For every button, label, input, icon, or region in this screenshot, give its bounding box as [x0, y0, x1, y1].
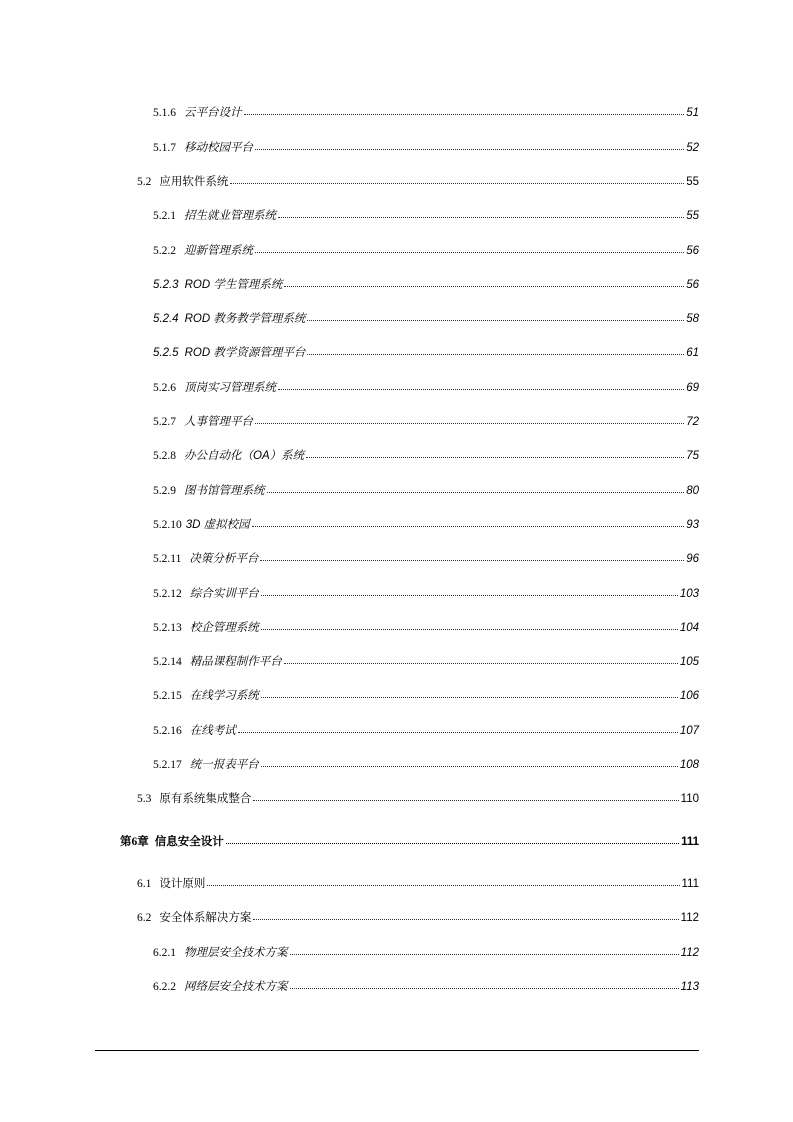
toc-entry-number: 第6章	[120, 836, 149, 848]
toc-entry-number: 6.1	[137, 878, 152, 890]
toc-entry-title: 统一报表平台	[189, 759, 259, 771]
dot-leader	[267, 484, 685, 494]
toc-entry-page: 108	[679, 759, 699, 771]
toc-entry-number: 5.2.7	[153, 416, 176, 428]
toc-entry-page: 112	[680, 912, 699, 924]
toc-entry-title: 办公自动化（OA）系统	[184, 450, 305, 462]
toc-entry[interactable]	[153, 449, 699, 463]
toc-entry[interactable]	[153, 415, 699, 429]
toc-entry-number: 6.2.1	[153, 947, 176, 959]
toc-entry-page: 107	[679, 725, 699, 737]
toc-entry[interactable]	[137, 792, 699, 806]
toc-entry-number: 5.1.6	[153, 107, 176, 119]
dot-leader	[261, 758, 678, 768]
toc-entry-title: ROD 教学资源管理平台	[184, 347, 306, 359]
dot-leader	[278, 381, 684, 391]
toc-entry-page: 93	[686, 519, 699, 531]
toc-entry[interactable]	[153, 518, 699, 532]
toc-entry-title: 综合实训平台	[189, 588, 259, 600]
toc-entry-number: 5.2.16	[153, 725, 182, 737]
toc-entry-page: 96	[686, 553, 699, 565]
toc-entry[interactable]	[153, 552, 699, 566]
toc-entry-title: 安全体系解决方案	[159, 912, 252, 924]
toc-entry[interactable]	[153, 655, 699, 669]
toc-entry-title: 精品课程制作平台	[189, 656, 282, 668]
toc-entry[interactable]	[153, 587, 699, 601]
toc-entry[interactable]	[153, 621, 699, 635]
toc-entry-title: 网络层安全技术方案	[184, 981, 288, 993]
dot-leader	[226, 835, 679, 845]
toc-entry-number: 5.2.12	[153, 588, 182, 600]
dot-leader	[261, 587, 678, 597]
toc-entry-page: 56	[686, 279, 699, 291]
footer-rule	[95, 1050, 699, 1051]
dot-leader	[230, 175, 684, 185]
toc-entry-page: 110	[680, 793, 699, 805]
toc-entry-number: 5.2.14	[153, 656, 182, 668]
toc-entry[interactable]	[137, 175, 699, 189]
dot-leader	[238, 724, 678, 734]
toc-entry[interactable]	[153, 980, 699, 994]
toc-entry-page: 52	[686, 142, 699, 154]
toc-entry[interactable]	[153, 244, 699, 258]
toc-entry-page: 113	[680, 981, 699, 993]
dot-leader	[252, 518, 685, 528]
toc-entry-title: 决策分析平台	[189, 553, 259, 565]
dot-leader	[306, 449, 684, 459]
toc-entry-number: 5.1.7	[153, 142, 176, 154]
dot-leader	[261, 621, 678, 631]
toc-entry[interactable]	[153, 141, 699, 155]
toc-entry-page: 75	[686, 450, 699, 462]
toc-entry-number: 5.2.15	[153, 690, 182, 702]
toc-entry-title: 图书馆管理系统	[184, 485, 265, 497]
toc-entry[interactable]	[153, 484, 699, 498]
toc-entry-title: 顶岗实习管理系统	[184, 382, 276, 394]
toc-entry-number: 5.2.9	[153, 485, 176, 497]
toc-entry-page: 51	[686, 107, 699, 119]
dot-leader	[255, 244, 684, 254]
toc-entry[interactable]	[153, 946, 699, 960]
toc-entry-number: 5.2.1	[153, 210, 176, 222]
toc-entry[interactable]	[153, 381, 699, 395]
toc-entry-title: 迎新管理系统	[184, 245, 253, 257]
toc-entry-title: ROD 教务教学管理系统	[184, 313, 306, 325]
dot-leader	[255, 415, 684, 425]
toc-entry-page: 112	[680, 947, 699, 959]
toc-entry-number: 5.2.11	[153, 553, 182, 565]
dot-leader	[253, 792, 678, 802]
toc-entry[interactable]	[153, 209, 699, 223]
dot-leader	[255, 141, 684, 151]
dot-leader	[284, 655, 678, 665]
toc-entry-title: 校企管理系统	[189, 622, 259, 634]
dot-leader	[290, 946, 679, 956]
toc-entry-title: 应用软件系统	[159, 176, 229, 188]
toc-entry-title: 在线考试	[189, 725, 236, 737]
toc-entry-number: 5.2	[137, 176, 152, 188]
toc-entry-page: 103	[679, 588, 699, 600]
toc-entry[interactable]	[153, 689, 699, 703]
toc-entry-title: 信息安全设计	[154, 836, 224, 848]
toc-entry-page: 55	[686, 210, 699, 222]
toc-entry-page: 56	[686, 245, 699, 257]
dot-leader	[307, 346, 684, 356]
toc-entry-page: 80	[686, 485, 699, 497]
dot-leader	[284, 278, 684, 288]
toc-entry-page: 55	[686, 176, 699, 188]
toc-entry[interactable]	[153, 278, 699, 292]
toc-entry-number: 5.2.6	[153, 382, 176, 394]
dot-leader	[261, 689, 678, 699]
toc-entry-number: 5.2.5	[153, 347, 179, 359]
toc-entry-title: 招生就业管理系统	[184, 210, 276, 222]
toc-entry-number: 5.2.2	[153, 245, 176, 257]
toc-chapter-entry[interactable]	[120, 835, 699, 849]
dot-leader	[260, 552, 684, 562]
dot-leader	[290, 980, 679, 990]
toc-entry-page: 104	[679, 622, 699, 634]
toc-entry-number: 6.2.2	[153, 981, 176, 993]
toc-entry-page: 105	[679, 656, 699, 668]
toc-entry[interactable]	[153, 106, 699, 120]
toc-entry[interactable]	[153, 312, 699, 326]
toc-entry-number: 5.2.4	[153, 313, 179, 325]
toc-entry-number: 5.2.13	[153, 622, 182, 634]
dot-leader	[207, 877, 679, 887]
toc-entry-title: ROD 学生管理系统	[184, 279, 283, 291]
toc-entry-page: 69	[686, 382, 699, 394]
toc-entry-title: 3D 虚拟校园	[185, 519, 250, 531]
toc-entry[interactable]	[137, 911, 699, 925]
dot-leader	[253, 911, 678, 921]
toc-entry-page: 111	[681, 836, 699, 848]
toc-entry-page: 61	[686, 347, 699, 359]
toc-entry-title: 在线学习系统	[189, 690, 259, 702]
dot-leader	[278, 209, 684, 219]
toc-entry[interactable]	[153, 346, 699, 360]
toc-entry-number: 5.2.3	[153, 279, 179, 291]
toc-entry-number: 5.2.10	[153, 519, 182, 531]
dot-leader	[244, 106, 685, 116]
toc-entry-page: 72	[686, 416, 699, 428]
toc-entry-number: 5.3	[137, 793, 152, 805]
toc-entry-title: 人事管理平台	[184, 416, 253, 428]
toc-entry-page: 58	[686, 313, 699, 325]
toc-entry[interactable]	[153, 758, 699, 772]
toc-entry-title: 云平台设计	[184, 107, 242, 119]
toc-entry-title: 原有系统集成整合	[159, 793, 252, 805]
toc-entry-number: 5.2.17	[153, 759, 182, 771]
toc-entry-title: 物理层安全技术方案	[184, 947, 288, 959]
toc-entry-title: 移动校园平台	[184, 142, 253, 154]
toc-entry-page: 111	[681, 878, 699, 890]
toc-entry-number: 6.2	[137, 912, 152, 924]
toc-entry[interactable]	[137, 877, 699, 891]
dot-leader	[307, 312, 684, 322]
toc-entry-number: 5.2.8	[153, 450, 176, 462]
toc-entry[interactable]	[153, 724, 699, 738]
toc-entry-page: 106	[679, 690, 699, 702]
toc-entry-title: 设计原则	[159, 878, 206, 890]
